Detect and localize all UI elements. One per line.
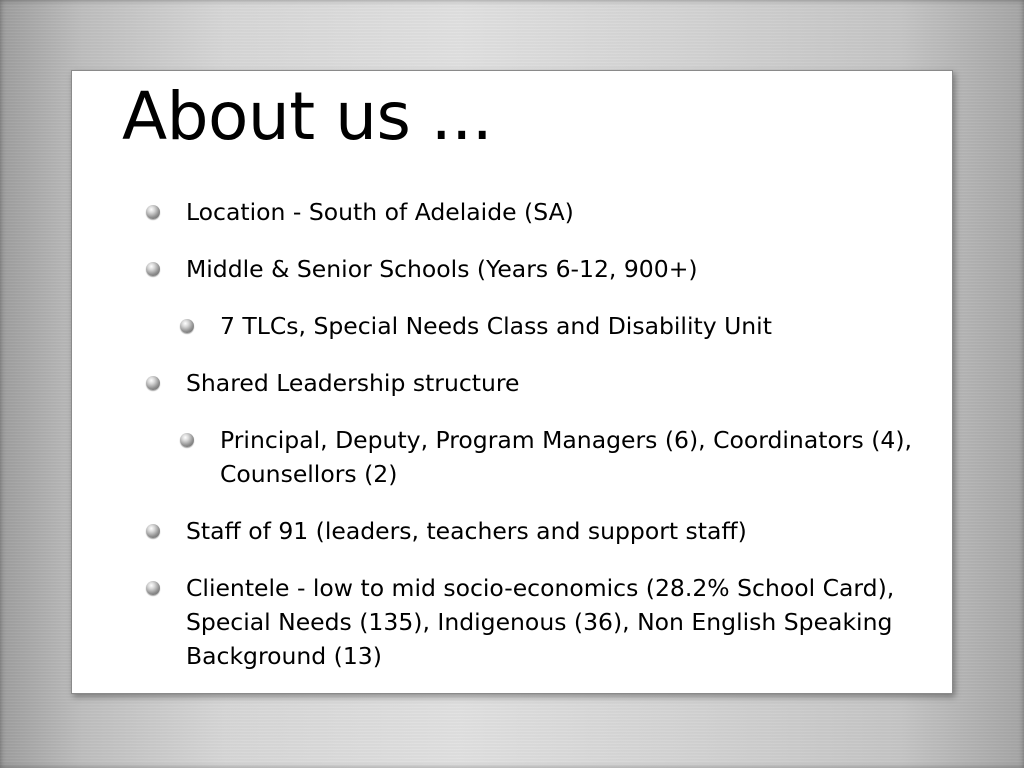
bullet-sphere-icon [146,205,160,219]
bullet-text: Principal, Deputy, Program Managers (6), Coordinators (4), Counsellors (2) [220,426,912,488]
sub-bullet-item-roles [72,423,954,491]
bullet-item-schools [72,252,954,286]
sub-bullet-item-tlcs [72,309,954,343]
slide-panel [71,70,953,694]
bullet-text: Location - South of Adelaide (SA) [186,198,574,226]
bullet-sphere-icon [180,433,194,447]
bullet-item-clientele [72,571,954,673]
slide-title: About us ... [122,78,493,155]
bullet-sphere-icon [180,319,194,333]
bullet-text: Shared Leadership structure [186,369,520,397]
bullet-text: 7 TLCs, Special Needs Class and Disability Unit [220,312,772,340]
bullet-text: Clientele - low to mid socio-economics (28.2% School Card), Special Needs (135), Indigenous (36), Non English Speaking Background (13) [186,574,895,670]
bullet-sphere-icon [146,581,160,595]
bullet-text: Staff of 91 (leaders, teachers and support staff) [186,517,747,545]
bullet-item-location [72,195,954,229]
bullet-text: Middle & Senior Schools (Years 6-12, 900+) [186,255,698,283]
bullet-sphere-icon [146,262,160,276]
bullet-sphere-icon [146,524,160,538]
bullet-item-staff [72,514,954,548]
bullet-list [72,195,954,696]
bullet-item-leadership [72,366,954,400]
bullet-sphere-icon [146,376,160,390]
